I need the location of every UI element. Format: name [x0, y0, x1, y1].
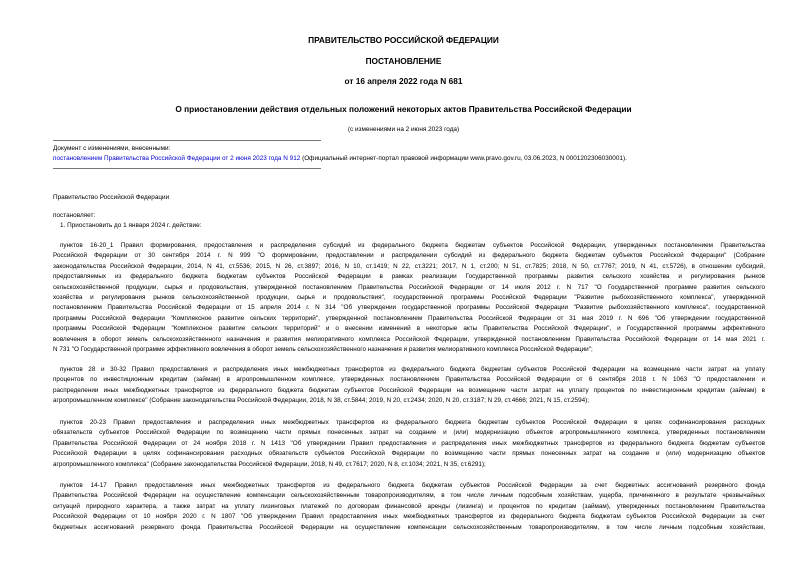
paragraph-line: хозяйства и регулирования рынков сельскохозяйственной продукции, сырья и продовольствия", государственной программы Российской Федерации "Развитие рыбохозяйственного комплекса", утвержденной [53, 294, 765, 302]
divider-bottom [53, 168, 321, 169]
paragraph-line: Правительства Российской Федерации от 24 ноября 2018 г. N 1413 "Об утверждении Правил предоставления и распределения иных межбюджетных трансфертов из федерального бюджета бюджетам субъектов [53, 439, 765, 447]
resolves: постановляет: [53, 212, 96, 219]
item-1: 1. Приостановить до 1 января 2024 г. действие: [60, 222, 202, 229]
paragraph-line: ситуаций природного характера, а также затрат на уплату лизинговых платежей по договорам финансовой аренды (лизинга) и процентов по кредитам (займам), утвержденных постановлением Правительства [53, 502, 765, 510]
paragraph-line: пунктов 20-23 Правил предоставления и распределения иных межбюджетных трансфертов из федерального бюджета бюджетам субъектов Российской Федерации в целях софинансирования расходных [60, 419, 765, 426]
paragraph-line: программы Российской Федерации "Комплексное развитие сельских территорий" и о внесении изменений в некоторые акты Правительства Российской Федерации", и Государственной программы эффективного [53, 325, 765, 333]
paragraph-line: агропромышленном комплексе" (Собрание законодательства Российской Федерации, 2018, N 38, ст.5844; 2019, N 20, ст.2434; 2020, N 20, ст.3187; N 29, ст.4666; 2021, N 15, ст.2594); [53, 397, 590, 405]
paragraph-line: обязательств субъектов Российской Федерации по возмещению части прямых понесенных затрат на создание и (или) модернизацию объектов агропромышленного комплекса, утвержденных постановлением [53, 429, 765, 437]
paragraph-line: Российской Федерации от 10 ноября 2020 г. N 1807 "Об утверждении Правил предоставления иных межбюджетных трансфертов из федерального бюджета бюджетам субъектов Российской Федерации за счет [53, 513, 765, 521]
paragraph-line: распределении иных межбюджетных трансфертов из федерального бюджета бюджетам субъектов Российской Федерации на возмещение части затрат на уплату процентов по инвестиционным кредитам (займам) в [53, 386, 765, 394]
paragraph-2 [53, 365, 765, 407]
paragraph-line: Правительства Российской Федерации на осуществление компенсации сельскохозяйственным товаропроизводителям, в том числе личным подсобным хозяйствам, ущерба, причиненного в результате чрезвычайных [53, 492, 765, 500]
paragraph-line: N 731 "О Государственной программе эффективного вовлечения в оборот земель сельскохозяйственного назначения и развития мелиоративного комплекса Российской Федерации"; [53, 346, 593, 354]
divider-top [53, 140, 321, 141]
paragraph-line: предоставляемых из федерального бюджета бюджетам субъектов Российской Федерации в рамках реализации Государственной программы развития сельского хозяйства и регулирования рынков [53, 273, 765, 281]
paragraph-line: пунктов 16-20_1 Правил формирования, предоставления и распределения субсидий из федерального бюджета бюджетам субъектов Российской Федерации, утвержденных постановлением Правительства [60, 242, 765, 249]
paragraph-line: бюджетных ассигнований резервного фонда Правительства Российской Федерации на осуществление компенсации сельскохозяйственным товаропроизводителям, в том числе личным подсобным хозяйствам, [53, 523, 765, 531]
paragraph-3 [53, 418, 765, 470]
paragraph-4 [53, 481, 765, 533]
paragraph-line: пунктов 28 и 30-32 Правил предоставления и распределения иных межбюджетных трансфертов из федерального бюджета бюджетам субъектов Российской Федерации на возмещение части затрат на уплату [60, 366, 765, 373]
amendment-source: (Официальный интернет-портал правовой информации www.pravo.gov.ru, 03.06.2023, N 0001202306030001). [300, 155, 627, 162]
paragraph-line: сельскохозяйственной продукции, сырья и продовольствия, утвержденной постановлением Правительства Российской Федерации от 14 июля 2012 г. N 717 "О Государственной программе развития сельского [53, 283, 765, 291]
paragraph-line: программы Российской Федерации "Комплексное развитие сельских территорий", утвержденной постановлением Правительства Российской Федерации от 31 мая 2019 г. N 696 "Об утверждении государственной [53, 314, 765, 322]
date-number: от 16 апреля 2022 года N 681 [344, 76, 463, 86]
issuer: Правительство Российской Федерации [53, 194, 170, 201]
paragraph-line: пунктов 14-17 Правил предоставления иных межбюджетных трансфертов из федерального бюджета бюджетам субъектов Российской Федерации за счет бюджетных ассигнований резервного фонда [60, 482, 765, 489]
paragraph-line: вовлечения в оборот земель сельскохозяйственного назначения и развития мелиоративного комплекса Российской Федерации, утвержденной постановлением Правительства Российской Федерации от 14 мая 2021 г. [53, 335, 765, 343]
amendments-intro: Документ с изменениями, внесенными: [53, 145, 171, 152]
paragraph-line: Российской Федерации в целях софинансирования расходных обязательств субъектов Российской Федерации по возмещению части прямых понесенных затрат на создание и (или) модернизацию объектов [53, 450, 765, 458]
paragraph-line: постановлением Правительства Российской Федерации от 15 апреля 2014 г. N 314 "Об утверждении государственной программы Российской Федерации "Развитие рыбохозяйственного комплекса", государственной [53, 304, 765, 312]
paragraph-line: процентов по инвестиционным кредитам (займам) в агропромышленном комплексе, утвержденных постановлением Правительства Российской Федерации от 6 сентября 2018 г. N 1063 "О предоставлении и [53, 376, 765, 384]
org-heading: ПРАВИТЕЛЬСТВО РОССИЙСКОЙ ФЕДЕРАЦИИ [308, 35, 499, 45]
document-type: ПОСТАНОВЛЕНИЕ [365, 56, 442, 66]
paragraph-line: законодательства Российской Федерации, 2014, N 41, ст.5536; 2015, N 26, ст.3897; 2016, N 10, ст.1419; N 22, ст.3221; 2017, N 1, ст.200; N 51, ст.7825; 2018, N 50, ст.7767; 2019, N 41, ст.5726), в отношении субсидий, [53, 262, 765, 270]
amendments-line [53, 155, 753, 162]
paragraph-line: агропромышленного комплекса" (Собрание законодательства Российской Федерации, 2018, N 49, ст.7617; 2020, N 8, ст.1034; 2021, N 35, ст.6291); [53, 460, 486, 468]
amendment-link[interactable]: постановлением Правительства Российской Федерации от 2 июня 2023 года N 912 [53, 155, 301, 162]
document-title: О приостановлении действия отдельных положений некоторых актов Правительства Российской Федерации [175, 104, 632, 114]
paragraph-line: Российской Федерации от 30 сентября 2014 г. N 999 "О формировании, предоставлении и распределении субсидий из федерального бюджета бюджетам субъектов Российской Федерации" (Собрание [53, 252, 765, 260]
changes-note: (с изменениями на 2 июня 2023 года) [347, 126, 460, 133]
paragraph-1 [53, 241, 765, 355]
